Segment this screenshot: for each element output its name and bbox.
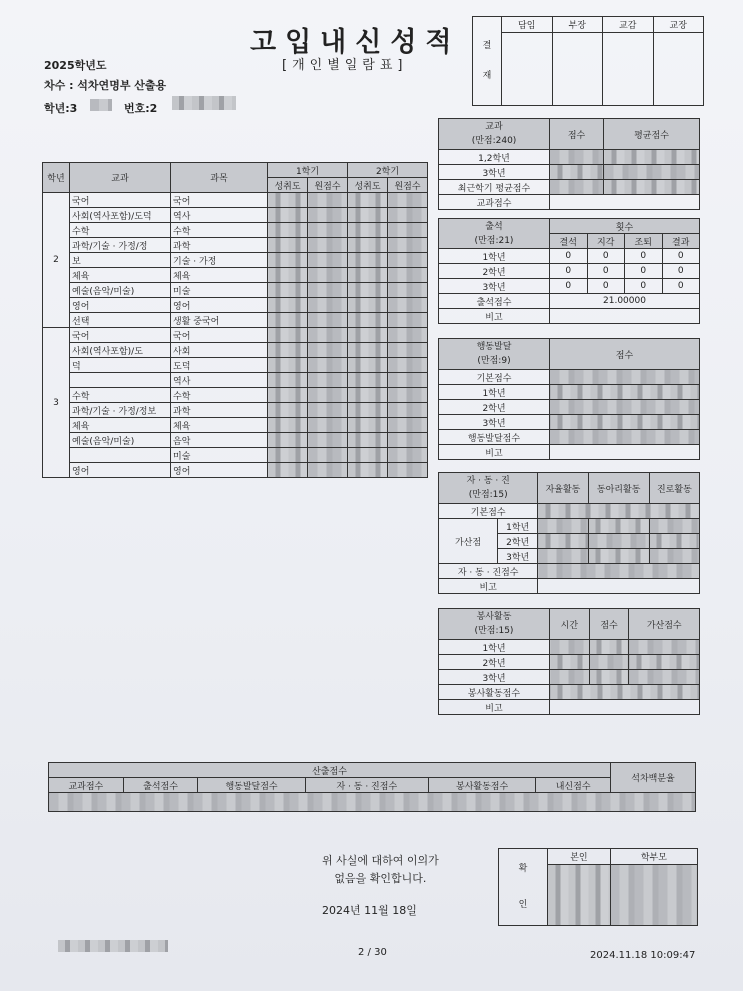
redacted-cell [308, 388, 348, 403]
confirm-line: 위 사실에 대하여 이의가 [322, 854, 439, 867]
row-label: 1학년 [439, 249, 550, 264]
redacted-cell [268, 328, 308, 343]
signature-side-label: 확 인 [499, 849, 548, 926]
table-cell: 보 [70, 253, 171, 268]
col-header: 원점수 [388, 178, 428, 193]
table-cell: 과학 [171, 403, 268, 418]
redacted-cell [388, 238, 428, 253]
table-cell: 국어 [171, 193, 268, 208]
confirm-line: 없음을 확인합니다. [334, 872, 427, 885]
redacted-cell [348, 253, 388, 268]
redacted-cell [308, 208, 348, 223]
cell: 0 [625, 249, 663, 264]
table-cell: 영어 [171, 298, 268, 313]
summary-table [48, 762, 696, 812]
table-cell: 과학 [171, 238, 268, 253]
behavior-header: 행동발달 (만점:9) [439, 339, 550, 370]
col-header: 봉사활동점수 [428, 778, 535, 793]
grade2-rows [43, 193, 428, 328]
redacted-cell [348, 313, 388, 328]
redacted-cell [308, 223, 348, 238]
redacted-cell [348, 328, 388, 343]
table-cell [70, 448, 171, 463]
col-header: 자율활동 [538, 473, 588, 504]
redacted-cell [348, 433, 388, 448]
col-header: 자 · 동 · 진점수 [305, 778, 428, 793]
redacted-cell [388, 403, 428, 418]
table-cell: 수학 [171, 388, 268, 403]
table-cell: 수학 [70, 223, 171, 238]
redacted-cell [308, 268, 348, 283]
redacted-cell [348, 268, 388, 283]
cell: 0 [550, 279, 588, 294]
volunteer-table [438, 608, 700, 715]
table-row [43, 433, 428, 448]
redacted-cell [268, 313, 308, 328]
redacted-cell [388, 313, 428, 328]
school-year: 2025학년도 [44, 59, 107, 72]
redacted-cell [308, 433, 348, 448]
col-header: 가산점수 [629, 609, 700, 640]
row-label: 가산점 [439, 519, 498, 564]
cell: 0 [662, 279, 700, 294]
table-cell: 국어 [70, 328, 171, 343]
signature-table [498, 848, 698, 926]
redacted-cell [348, 388, 388, 403]
row-label: 기본점수 [439, 370, 550, 385]
table-row [43, 193, 428, 208]
redacted-cell [268, 283, 308, 298]
row-label: 자 · 동 · 진점수 [439, 564, 538, 579]
table-row [43, 268, 428, 283]
redacted-cell [348, 403, 388, 418]
col-header: 2학기 [348, 163, 428, 178]
redacted-cell [348, 343, 388, 358]
table-row [43, 388, 428, 403]
redacted-cell [388, 463, 428, 478]
table-row [43, 298, 428, 313]
redacted-cell [268, 403, 308, 418]
redacted-cell [308, 253, 348, 268]
redacted-cell [388, 298, 428, 313]
row-label: 출석점수 [439, 294, 550, 309]
cell: 0 [587, 264, 625, 279]
grade-label: 2 [43, 193, 70, 328]
col-header: 1학기 [268, 163, 348, 178]
table-row [43, 358, 428, 373]
table-cell: 예술(음악/미술) [70, 283, 171, 298]
purpose-label: 차수 : 석차연명부 산출용 [44, 79, 167, 92]
table-row [43, 463, 428, 478]
col-header: 점수 [550, 119, 604, 150]
col-header: 성취도 [348, 178, 388, 193]
redacted-cell [308, 403, 348, 418]
subject-score-header: 교과 (만점:240) [439, 119, 550, 150]
row-label: 3학년 [439, 670, 550, 685]
row-label: 교과점수 [439, 195, 550, 210]
redacted-cell [388, 448, 428, 463]
row-label: 3학년 [439, 415, 550, 430]
cell: 0 [625, 264, 663, 279]
table-cell: 국어 [171, 328, 268, 343]
col-header: 출석점수 [123, 778, 198, 793]
redacted-cell [388, 433, 428, 448]
redacted-cell [308, 448, 348, 463]
col-header: 횟수 [550, 219, 700, 234]
col-header: 진로활동 [649, 473, 699, 504]
redacted-cell [308, 328, 348, 343]
redacted-cell [308, 358, 348, 373]
redacted-cell [308, 343, 348, 358]
redacted-cell [308, 418, 348, 433]
col-header: 행동발달점수 [198, 778, 305, 793]
grades-table [42, 162, 428, 478]
col-header: 교과점수 [49, 778, 124, 793]
redacted-cell [348, 448, 388, 463]
subject-score-table [438, 118, 700, 210]
redacted-cell [348, 358, 388, 373]
table-row [43, 373, 428, 388]
row-label: 1학년 [439, 640, 550, 655]
col-header: 결석 [550, 234, 588, 249]
cell: 0 [625, 279, 663, 294]
redacted-cell [348, 373, 388, 388]
redacted-cell [348, 283, 388, 298]
attendance-header: 출석 (만점:21) [439, 219, 550, 249]
attendance-score: 21.00000 [550, 294, 700, 309]
col-header: 본인 [548, 849, 611, 865]
volunteer-header: 봉사활동 (만점:15) [439, 609, 550, 640]
table-row [43, 253, 428, 268]
row-label: 3학년 [439, 165, 550, 180]
redacted-cell [308, 313, 348, 328]
redacted-cell [388, 373, 428, 388]
table-cell: 과학/기술 · 가정/정보 [70, 403, 171, 418]
redacted-cell [268, 343, 308, 358]
redacted-cell [388, 418, 428, 433]
col-header: 교과 [70, 163, 171, 193]
approval-col: 교감 [603, 17, 654, 33]
activity-table [438, 472, 700, 594]
table-cell: 수학 [70, 388, 171, 403]
col-header: 원점수 [308, 178, 348, 193]
attendance-table [438, 218, 700, 324]
table-cell: 역사 [171, 373, 268, 388]
redacted-cell [388, 343, 428, 358]
table-cell: 기술 · 가정 [171, 253, 268, 268]
table-cell: 체육 [70, 268, 171, 283]
table-cell: 체육 [171, 418, 268, 433]
grade3-rows [43, 328, 428, 478]
redacted-cell [268, 418, 308, 433]
col-header: 성취도 [268, 178, 308, 193]
table-row [43, 403, 428, 418]
table-row [43, 448, 428, 463]
col-header: 과목 [171, 163, 268, 193]
cell: 0 [587, 249, 625, 264]
row-label: 3학년 [498, 549, 538, 564]
page-subtitle: [개인별일람표] [282, 58, 408, 73]
row-label: 1학년 [498, 519, 538, 534]
row-label: 비고 [439, 309, 550, 324]
redacted-cell [308, 298, 348, 313]
redacted-cell [348, 463, 388, 478]
cell: 0 [550, 249, 588, 264]
number-label: 번호:2 [124, 102, 158, 115]
approval-table [472, 16, 704, 106]
table-cell: 도덕 [171, 358, 268, 373]
redacted-cell [388, 193, 428, 208]
cell: 0 [550, 264, 588, 279]
col-header: 내신점수 [536, 778, 611, 793]
redacted-cell [348, 223, 388, 238]
confirm-date: 2024년 11월 18일 [322, 904, 417, 917]
col-header: 지각 [587, 234, 625, 249]
table-cell: 영어 [171, 463, 268, 478]
redacted-cell [268, 268, 308, 283]
row-label: 3학년 [439, 279, 550, 294]
table-cell [70, 373, 171, 388]
redacted-cell [308, 238, 348, 253]
table-cell: 음악 [171, 433, 268, 448]
redacted-cell [348, 208, 388, 223]
redacted-cell [268, 253, 308, 268]
table-cell: 영어 [70, 298, 171, 313]
redacted-cell [388, 208, 428, 223]
table-cell: 국어 [70, 193, 171, 208]
approval-col: 담임 [502, 17, 553, 33]
redacted-cell [268, 223, 308, 238]
summary-title: 산출점수 [49, 763, 611, 778]
grade-label: 학년:3 [44, 102, 78, 115]
cell: 0 [662, 249, 700, 264]
activity-header: 자 · 동 · 진 (만점:15) [439, 473, 538, 504]
redacted-cell [308, 283, 348, 298]
page-title: 고입내신성적 [250, 27, 461, 58]
redacted-cell [308, 373, 348, 388]
row-label: 2학년 [498, 534, 538, 549]
redacted-cell [268, 433, 308, 448]
redacted-cell [268, 463, 308, 478]
redacted-cell [308, 193, 348, 208]
redacted-cell [268, 373, 308, 388]
cell: 0 [587, 279, 625, 294]
redacted-name [172, 96, 236, 110]
table-cell: 예술(음악/미술) [70, 433, 171, 448]
redacted-cell [348, 193, 388, 208]
col-header: 점수 [589, 609, 629, 640]
row-label: 행동발달점수 [439, 430, 550, 445]
col-header: 학년 [43, 163, 70, 193]
col-header: 점수 [550, 339, 700, 370]
col-header: 조퇴 [625, 234, 663, 249]
approval-col: 교장 [653, 17, 704, 33]
redacted-cell [308, 463, 348, 478]
redacted-cell [388, 388, 428, 403]
redacted-cell [348, 298, 388, 313]
table-cell: 사회 [171, 343, 268, 358]
redacted-cell [268, 388, 308, 403]
table-cell: 선택 [70, 313, 171, 328]
redacted-cell [388, 283, 428, 298]
redacted-cell [268, 358, 308, 373]
table-cell: 사회(역사포함)/도 [70, 343, 171, 358]
redacted-cell [388, 253, 428, 268]
redacted-block [58, 940, 168, 952]
table-row [43, 418, 428, 433]
table-cell: 역사 [171, 208, 268, 223]
table-cell: 덕 [70, 358, 171, 373]
row-label: 2학년 [439, 400, 550, 415]
table-row [43, 328, 428, 343]
table-cell: 체육 [70, 418, 171, 433]
redacted-cell [388, 268, 428, 283]
col-header: 동아리활동 [588, 473, 649, 504]
row-label: 2학년 [439, 655, 550, 670]
table-cell: 생활 중국어 [171, 313, 268, 328]
behavior-table [438, 338, 700, 460]
redacted-cell [268, 448, 308, 463]
row-label: 2학년 [439, 264, 550, 279]
table-cell: 수학 [171, 223, 268, 238]
approval-col: 부장 [552, 17, 603, 33]
row-label: 최근학기 평균점수 [439, 180, 550, 195]
row-label: 비고 [439, 579, 538, 594]
table-cell: 미술 [171, 283, 268, 298]
redacted-cell [348, 238, 388, 253]
col-header: 석차백분율 [611, 763, 696, 793]
row-label: 1,2학년 [439, 150, 550, 165]
table-cell: 사회(역사포함)/도덕 [70, 208, 171, 223]
col-header: 시간 [550, 609, 590, 640]
row-label: 비고 [439, 445, 550, 460]
table-row [43, 313, 428, 328]
col-header: 결과 [662, 234, 700, 249]
redacted-cell [268, 298, 308, 313]
table-cell: 영어 [70, 463, 171, 478]
confirm-text [322, 852, 439, 888]
table-row [43, 283, 428, 298]
redacted-cell [268, 238, 308, 253]
print-timestamp: 2024.11.18 10:09:47 [590, 950, 696, 961]
cell: 0 [662, 264, 700, 279]
row-label: 1학년 [439, 385, 550, 400]
redacted-cell [388, 223, 428, 238]
page-number: 2 / 30 [358, 947, 387, 958]
redacted-cell [388, 328, 428, 343]
grade-label: 3 [43, 328, 70, 478]
redacted-cell [348, 418, 388, 433]
approval-side-label: 결 재 [473, 17, 502, 106]
table-cell: 미술 [171, 448, 268, 463]
table-cell: 체육 [171, 268, 268, 283]
table-cell: 과학/기술 · 가정/정 [70, 238, 171, 253]
row-label: 비고 [439, 700, 550, 715]
table-row [43, 343, 428, 358]
redacted-cell [388, 358, 428, 373]
col-header: 평균점수 [604, 119, 700, 150]
table-row [43, 238, 428, 253]
row-label: 봉사활동점수 [439, 685, 550, 700]
redacted-cell [268, 193, 308, 208]
redacted-block [90, 99, 112, 111]
col-header: 학부모 [610, 849, 697, 865]
redacted-cell [268, 208, 308, 223]
table-row [43, 208, 428, 223]
row-label: 기본점수 [439, 504, 538, 519]
table-row [43, 223, 428, 238]
